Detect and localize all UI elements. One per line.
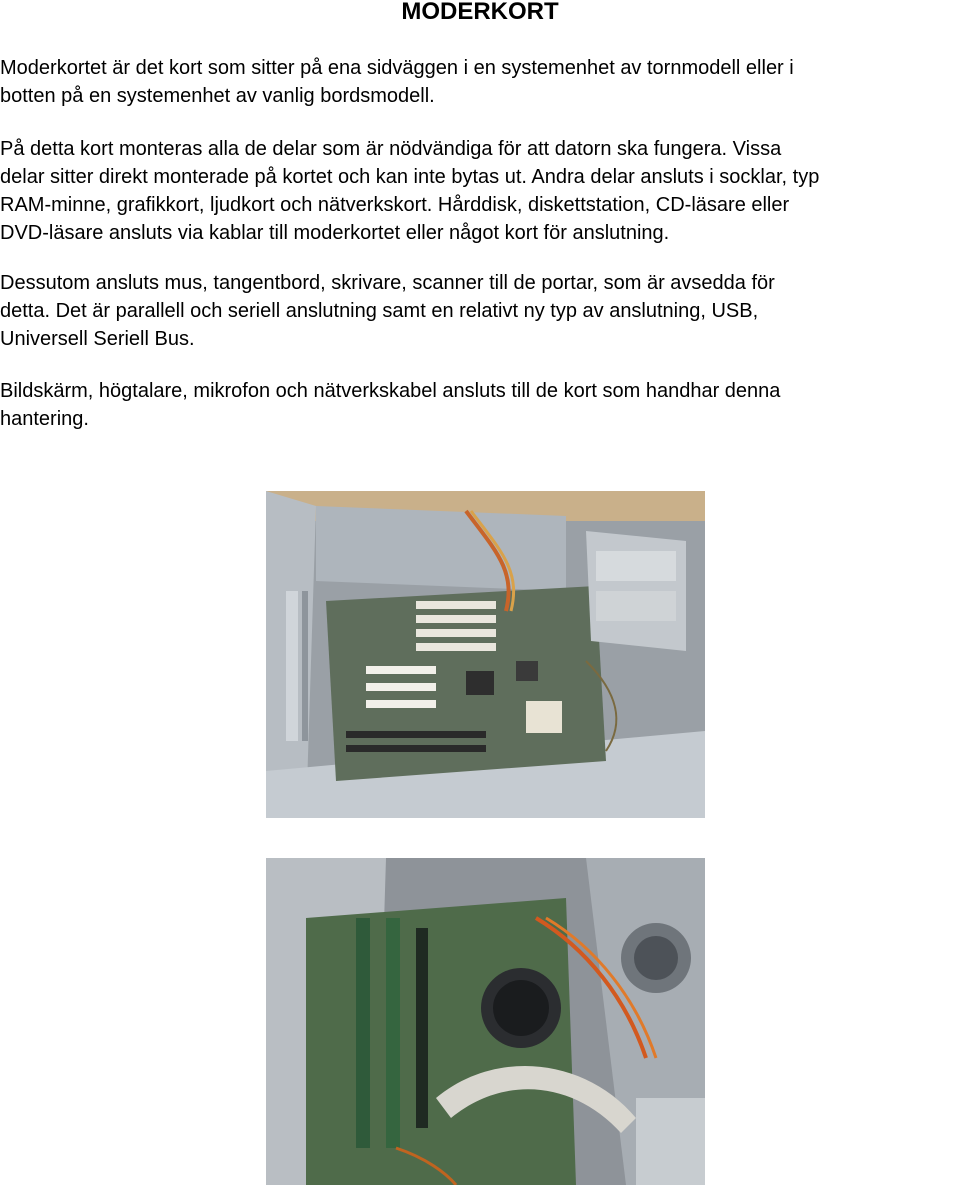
text-line: delar sitter direkt monterade på kortet och kan inte bytas ut. Andra delar ansluts i socklar, typ — [0, 166, 820, 188]
text-line: På detta kort monteras alla de delar som är nödvändiga för att datorn ska fungera. Vissa — [0, 138, 782, 160]
text-line: Universell Seriell Bus. — [0, 328, 195, 350]
text-line: botten på en systemenhet av vanlig bordsmodell. — [0, 85, 435, 107]
page-title: MODERKORT — [401, 0, 559, 25]
text-line: RAM-minne, grafikkort, ljudkort och nätverkskort. Hårddisk, diskettstation, CD-läsare eller — [0, 194, 790, 216]
paragraph-components — [0, 135, 960, 247]
text-line: Bildskärm, högtalare, mikrofon och nätverkskabel ansluts till de kort som handhar denna — [0, 380, 781, 402]
paragraph-intro — [0, 54, 960, 110]
text-line: Dessutom ansluts mus, tangentbord, skrivare, scanner till de portar, som är avsedda för — [0, 272, 775, 294]
text-line: detta. Det är parallell och seriell anslutning samt en relativt ny typ av anslutning, USB, — [0, 300, 759, 322]
paragraph-peripherals — [0, 377, 960, 433]
open-case-photo — [266, 858, 705, 1185]
text-line: Moderkortet är det kort som sitter på ena sidväggen i en systemenhet av tornmodell eller i — [0, 57, 794, 79]
paragraph-ports — [0, 269, 960, 353]
text-line: DVD-läsare ansluts via kablar till moderkortet eller något kort för anslutning. — [0, 222, 670, 244]
text-line: hantering. — [0, 408, 89, 430]
motherboard-photo — [266, 491, 705, 818]
